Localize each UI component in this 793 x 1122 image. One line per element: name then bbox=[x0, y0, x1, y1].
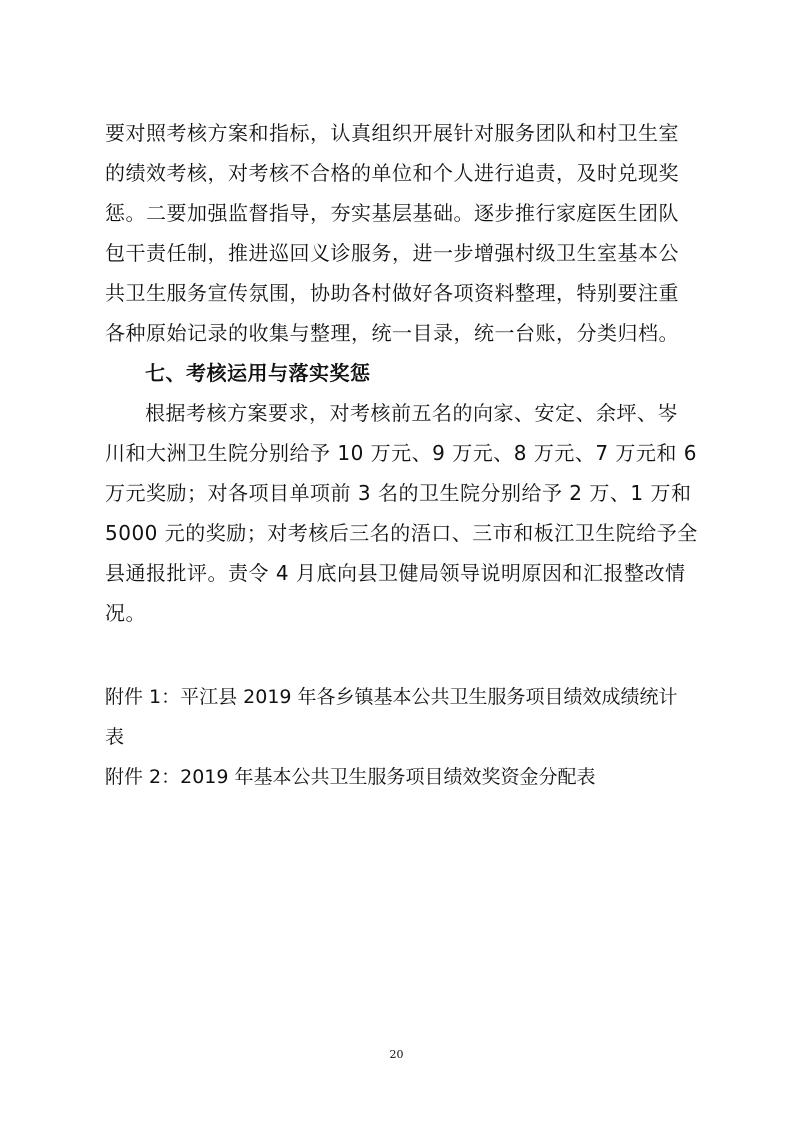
paragraph-line: 万元奖励；对各项目单项前 3 名的卫生院分别给予 2 万、1 万和 bbox=[105, 481, 692, 505]
paragraph-line: 各种原始记录的收集与整理，统一目录，统一台账，分类归档。 bbox=[105, 321, 679, 345]
paragraph-line: 惩。二要加强监督指导，夯实基层基础。逐步推行家庭医生团队 bbox=[105, 201, 679, 225]
paragraph-line: 5000 元的奖励；对考核后三名的浯口、三市和板江卫生院给予全 bbox=[105, 521, 698, 545]
paragraph-line: 根据考核方案要求，对考核前五名的向家、安定、余坪、岑 bbox=[145, 401, 678, 425]
page-number: 20 bbox=[389, 1048, 404, 1061]
attachment-1-continued: 表 bbox=[105, 726, 125, 748]
paragraph-line: 县通报批评。责令 4 月底向县卫健局领导说明原因和汇报整改情 bbox=[105, 561, 686, 585]
paragraph-line: 的绩效考核，对考核不合格的单位和个人进行追责，及时兑现奖 bbox=[105, 161, 679, 185]
paragraph-line: 要对照考核方案和指标，认真组织开展针对服务团队和村卫生室 bbox=[105, 121, 679, 145]
paragraph-line: 况。 bbox=[105, 601, 146, 625]
section-heading: 七、考核运用与落实奖惩 bbox=[145, 361, 371, 385]
paragraph-line: 川和大洲卫生院分别给予 10 万元、9 万元、8 万元、7 万元和 6 bbox=[105, 441, 697, 465]
attachment-2: 附件 2：2019 年基本公共卫生服务项目绩效奖资金分配表 bbox=[105, 766, 596, 788]
paragraph-line: 包干责任制，推进巡回义诊服务，进一步增强村级卫生室基本公 bbox=[105, 241, 679, 265]
attachment-1: 附件 1：平江县 2019 年各乡镇基本公共卫生服务项目绩效成绩统计 bbox=[105, 686, 678, 708]
paragraph-line: 共卫生服务宣传氛围，协助各村做好各项资料整理，特别要注重 bbox=[105, 281, 679, 305]
